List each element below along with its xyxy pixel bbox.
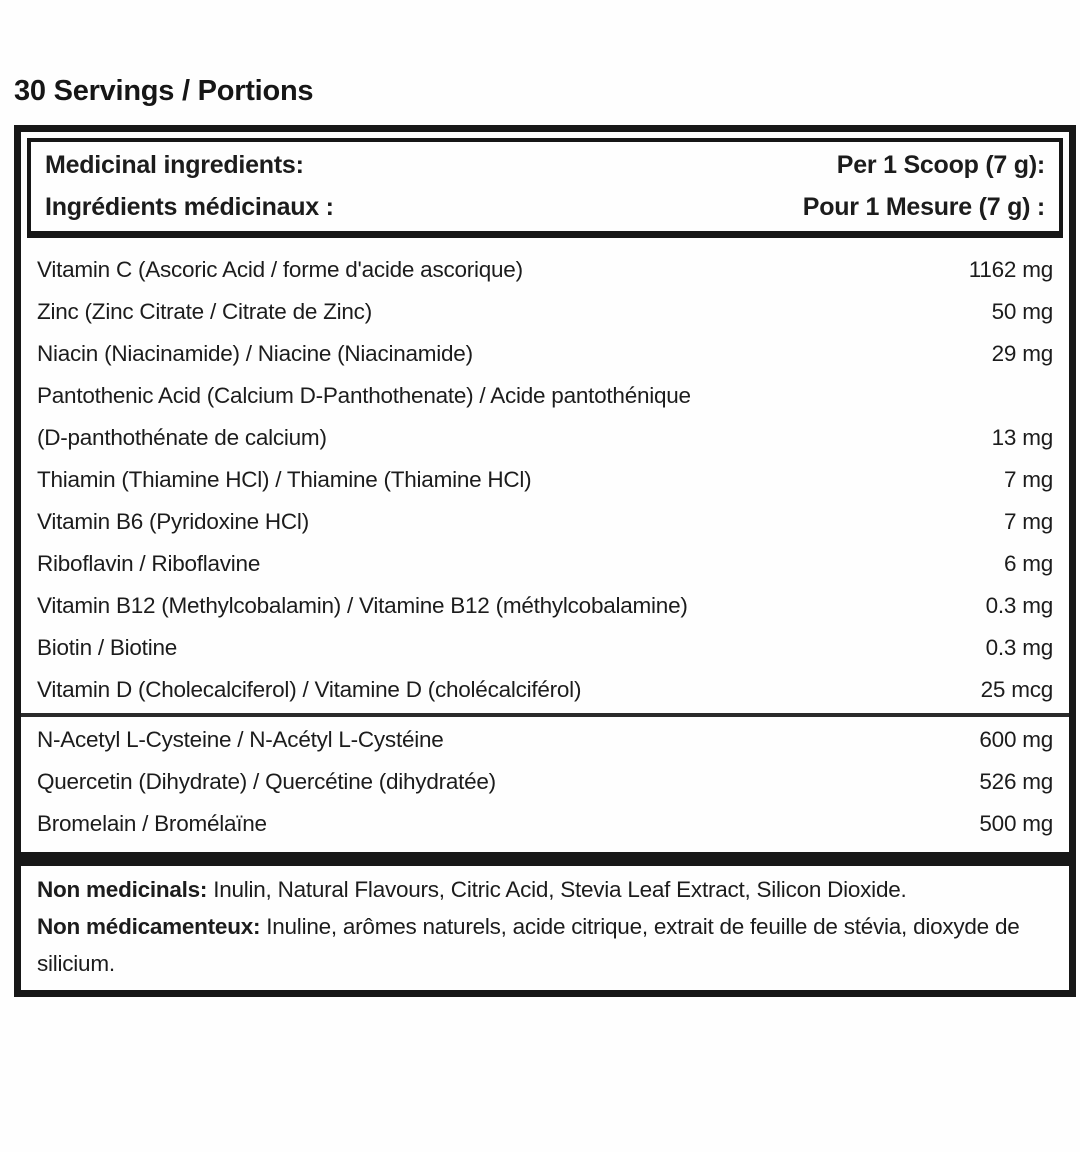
ingredient-name [37,803,959,845]
header-serving-en: Per 1 Scoop (7 g): [836,151,1045,179]
section-divider [21,713,1069,717]
ingredient-row [37,249,1053,291]
ingredient-name [37,669,961,711]
ingredient-amount: 500 mg [979,811,1053,836]
header-ingredients-fr: Ingrédients médicinaux : [45,193,334,221]
non-medicinal-lead: Non médicamenteux: [37,914,261,939]
servings-title: 30 Servings / Portions [14,75,314,107]
medicinal-ingredients-panel [14,125,1076,859]
header-ingredients [45,144,334,228]
header-ingredients-en: Medicinal ingredients: [45,151,304,179]
panel-header [27,138,1063,238]
ingredient-amount: 29 mg [991,341,1053,366]
ingredient-name-line: Bromelain / Bromélaïne [37,811,267,836]
ingredient-name [37,291,972,333]
ingredient-row [37,459,1053,501]
ingredient-amount: 7 mg [1003,467,1053,492]
non-medicinal-text: Inuline, arômes naturels, acide citrique, extrait de feuille de stévia, dioxyde de silicium. [37,914,1020,976]
ingredient-amount: 600 mg [979,727,1053,752]
ingredient-amount: 25 mcg [980,677,1053,702]
ingredient-name-line: Biotin / Biotine [37,635,177,660]
ingredient-row [37,719,1053,761]
non-medicinal-text: Inulin, Natural Flavours, Citric Acid, Stevia Leaf Extract, Silicon Dioxide. [207,877,907,902]
ingredient-amount: 0.3 mg [985,635,1053,660]
ingredient-amount: 1162 mg [968,257,1053,282]
ingredient-name-line: Thiamin (Thiamine HCl) / Thiamine (Thiamine HCl) [37,467,532,492]
ingredient-row [37,291,1053,333]
ingredient-name [37,627,966,669]
ingredient-name-line: Quercetin (Dihydrate) / Quercétine (dihydratée) [37,769,496,794]
ingredient-name [37,585,966,627]
ingredient-name-line: N-Acetyl L-Cysteine / N-Acétyl L-Cystéine [37,727,444,752]
ingredient-name-line: Vitamin C (Ascoric Acid / forme d'acide ascorique) [37,257,523,282]
ingredient-name [37,501,984,543]
ingredient-name [37,459,984,501]
ingredient-name-line: Vitamin D (Cholecalciferol) / Vitamine D (cholécalciférol) [37,677,582,702]
ingredient-amount: 13 mg [991,425,1053,450]
ingredient-name [37,375,972,459]
ingredient-name [37,543,984,585]
ingredient-row [37,333,1053,375]
ingredient-name [37,333,972,375]
ingredient-amount: 526 mg [979,769,1053,794]
ingredient-name [37,249,949,291]
ingredient-name-line: Niacin (Niacinamide) / Niacine (Niacinamide) [37,341,473,366]
ingredient-row [37,627,1053,669]
ingredient-amount: 7 mg [1003,509,1053,534]
ingredient-row [37,543,1053,585]
header-serving-fr: Pour 1 Mesure (7 g) : [802,193,1045,221]
ingredient-name-line: Pantothenic Acid (Calcium D-Panthothenate) / Acide pantothénique [37,383,691,408]
ingredient-name-line: Vitamin B6 (Pyridoxine HCl) [37,509,309,534]
ingredient-row [37,585,1053,627]
ingredient-amount: 6 mg [1003,551,1053,576]
ingredient-row [37,761,1053,803]
ingredient-rows [21,244,1069,852]
ingredient-name-line: Zinc (Zinc Citrate / Citrate de Zinc) [37,299,372,324]
non-medicinal-lead: Non medicinals: [37,877,208,902]
ingredient-name [37,719,959,761]
non-medicinal-sentence [37,871,1053,908]
non-medicinal-sentence [37,908,1053,982]
ingredient-name-line: Riboflavin / Riboflavine [37,551,261,576]
ingredient-amount: 0.3 mg [985,593,1053,618]
ingredient-name [37,761,959,803]
header-serving [803,144,1045,228]
ingredient-row [37,501,1053,543]
ingredient-row [37,375,1053,459]
ingredient-amount: 50 mg [991,299,1053,324]
non-medicinals-panel [14,859,1076,997]
ingredient-name-line: Vitamin B12 (Methylcobalamin) / Vitamine B12 (méthylcobalamine) [37,593,688,618]
ingredient-row [37,669,1053,711]
ingredient-name-line: (D-panthothénate de calcium) [37,425,327,450]
supplement-label [0,72,1080,1152]
ingredient-row [37,803,1053,845]
